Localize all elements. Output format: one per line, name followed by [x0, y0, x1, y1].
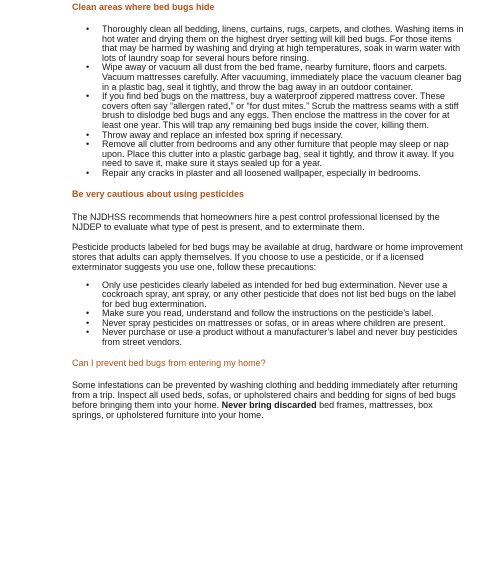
list-item: • Repair any cracks in plaster and all loosened wallpaper, especially in bedrooms. — [86, 167, 421, 178]
bullet-icon: • — [86, 167, 90, 178]
list-item: • Never purchase or use a product without a manufacturer’s label and never buy pesticides from street vendors. — [86, 327, 458, 348]
list-item: • Wipe away or vacuum all dust from the bed frame, nearby furniture, floors and carpets. Vacuum mattresses carefully. After vacuuming, immediately place the vacuum cleaner bag in a plastic bag, seal it tightly, and throw the bag away in an outdoor container. — [86, 62, 462, 92]
list-item: • Thoroughly clean all bedding, linens, curtains, rugs, carpets, and clothes. Washing items in hot water and drying them on the highest dryer setting will kill bed bugs. For those items that may be harmed by washing and drying at high temperatures, soak in warm water with lots of laundry soap for several hours before rinsing. — [86, 24, 464, 63]
list-item: • Make sure you read, understand and follow the instructions on the pesticide’s label. — [86, 308, 434, 319]
list-item: • Remove all clutter from bedrooms and any other furniture that people may sleep or nap upon. Place this clutter into a plastic garbage bag, seal it tightly, and throw it away. If you need to save it, make sure it stays sealed up for a year. — [86, 139, 454, 169]
list-item: • If you find bed bugs on the mattress, buy a waterproof zippered mattress cover. These covers often say “allergen rated,” or “for dust mites.” Scrub the mattress seams with a stiff brush to dislodge bed bugs and any eggs. Then enclose the mattress in the cover for at least one year. This will trap any remaining bed bugs inside the cover, killing them. — [86, 91, 459, 130]
pesticides-paragraph-1: The NJDHSS recommends that homeowners hire a pest control professional licensed by the NJDEP to evaluate what type of pest is present, and to exterminate them. — [72, 211, 440, 232]
bullet-icon: • — [86, 308, 90, 319]
bullet-icon: • — [86, 24, 90, 34]
pesticides-paragraph-2: Pesticide products labeled for bed bugs may be available at drug, hardware or home improvement stores that adults can apply themselves. If you choose to use a pesticide, or if a licensed exterminator suggests you use one, follow these precautions: — [72, 241, 463, 272]
section-heading-clean-areas: Clean areas where bed bugs hide — [72, 2, 215, 12]
bullet-icon: • — [86, 327, 90, 338]
bullet-icon: • — [86, 279, 90, 290]
list-item: • Never spray pesticides on mattresses or sofas, or in areas where children are present. — [86, 317, 446, 328]
bullet-icon: • — [86, 317, 90, 328]
clean-areas-list — [72, 25, 466, 179]
list-item: • Throw away and replace an infested box spring if necessary. — [86, 129, 343, 140]
pesticide-precautions-list — [72, 281, 466, 348]
emphasis-text: Never bring discarded — [221, 399, 317, 410]
section-heading-pesticides: Be very cautious about using pesticides — [72, 188, 245, 199]
bullet-icon: • — [86, 139, 90, 150]
list-item: • Only use pesticides clearly labeled as intended for bed bug extermination. Never use a cockroach spray, ant spray, or any other pesticide that does not list bed bugs on the label for bed bug extermination. — [86, 279, 456, 309]
bullet-icon: • — [86, 91, 90, 102]
bullet-icon: • — [86, 62, 90, 73]
bullet-icon: • — [86, 129, 90, 140]
section-heading-prevention: Can I prevent bed bugs from entering my home? — [72, 357, 266, 368]
prevention-paragraph: Some infestations can be prevented by washing clothing and bedding immediately after returning from a trip. Inspect all used beds, sofas, or upholstered chairs and bedding for signs of bed bugs before bringing them into your home. Never bring discarded bed frames, mattresses, box springs, or upholstered furniture into your home. — [72, 379, 458, 420]
